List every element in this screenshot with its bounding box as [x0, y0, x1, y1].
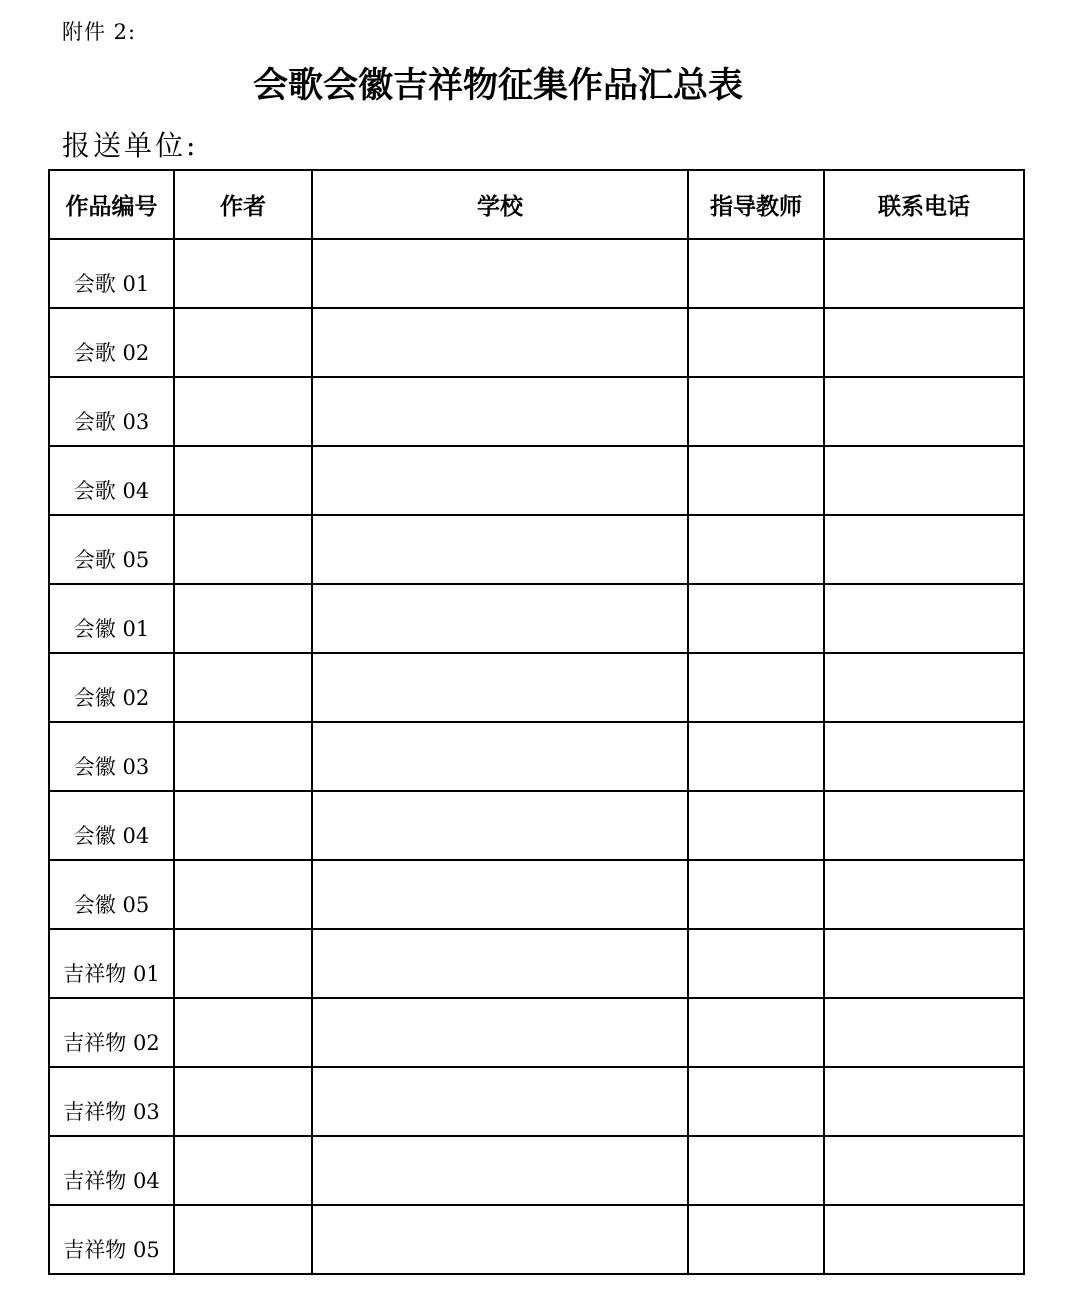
cell-school: [312, 308, 688, 377]
cell-school: [312, 1205, 688, 1274]
table-row: [49, 929, 1024, 998]
cell-phone: [824, 239, 1024, 308]
cell-school: [312, 860, 688, 929]
cell-author: [174, 1067, 312, 1136]
cell-instructor: [688, 377, 824, 446]
cell-phone: [824, 998, 1024, 1067]
table-row: [49, 239, 1024, 308]
table-row: [49, 722, 1024, 791]
cell-work-number: 会徽 02: [49, 653, 174, 722]
cell-author: [174, 722, 312, 791]
cell-work-number: 吉祥物 04: [49, 1136, 174, 1205]
cell-work-number: 吉祥物 05: [49, 1205, 174, 1274]
cell-work-number: 会徽 04: [49, 791, 174, 860]
cell-work-number: 会歌 04: [49, 446, 174, 515]
cell-instructor: [688, 653, 824, 722]
cell-instructor: [688, 584, 824, 653]
table-row: [49, 653, 1024, 722]
cell-phone: [824, 308, 1024, 377]
cell-work-number: 吉祥物 02: [49, 998, 174, 1067]
cell-phone: [824, 929, 1024, 998]
cell-school: [312, 653, 688, 722]
header-phone: 联系电话: [824, 170, 1024, 239]
header-school: 学校: [312, 170, 688, 239]
cell-author: [174, 308, 312, 377]
cell-work-number: 会徽 03: [49, 722, 174, 791]
cell-phone: [824, 377, 1024, 446]
header-author: 作者: [174, 170, 312, 239]
cell-work-number: 吉祥物 03: [49, 1067, 174, 1136]
cell-author: [174, 998, 312, 1067]
cell-instructor: [688, 1136, 824, 1205]
cell-instructor: [688, 515, 824, 584]
cell-phone: [824, 722, 1024, 791]
cell-instructor: [688, 998, 824, 1067]
submission-summary-table: [48, 169, 1025, 1275]
cell-phone: [824, 515, 1024, 584]
cell-author: [174, 653, 312, 722]
cell-work-number: 会徽 01: [49, 584, 174, 653]
cell-phone: [824, 653, 1024, 722]
table-row: [49, 791, 1024, 860]
cell-school: [312, 239, 688, 308]
cell-author: [174, 860, 312, 929]
cell-school: [312, 929, 688, 998]
table-row: [49, 446, 1024, 515]
cell-phone: [824, 1067, 1024, 1136]
cell-school: [312, 998, 688, 1067]
cell-work-number: 会歌 02: [49, 308, 174, 377]
table-row: [49, 308, 1024, 377]
cell-phone: [824, 791, 1024, 860]
cell-school: [312, 1136, 688, 1205]
cell-author: [174, 1205, 312, 1274]
attachment-label: 附件 2:: [62, 20, 137, 44]
cell-school: [312, 722, 688, 791]
cell-author: [174, 377, 312, 446]
cell-instructor: [688, 1205, 824, 1274]
cell-school: [312, 446, 688, 515]
cell-work-number: 会歌 03: [49, 377, 174, 446]
cell-author: [174, 929, 312, 998]
document-title: 会歌会徽吉祥物征集作品汇总表: [252, 65, 743, 106]
cell-school: [312, 377, 688, 446]
cell-author: [174, 791, 312, 860]
cell-work-number: 会徽 05: [49, 860, 174, 929]
cell-school: [312, 1067, 688, 1136]
cell-author: [174, 239, 312, 308]
cell-school: [312, 515, 688, 584]
cell-phone: [824, 584, 1024, 653]
cell-instructor: [688, 929, 824, 998]
table-row: [49, 1136, 1024, 1205]
cell-school: [312, 584, 688, 653]
cell-instructor: [688, 860, 824, 929]
table-header-row: [49, 170, 1024, 239]
table-body: [49, 239, 1024, 1274]
cell-work-number: 会歌 01: [49, 239, 174, 308]
table-row: [49, 1067, 1024, 1136]
cell-phone: [824, 1136, 1024, 1205]
cell-instructor: [688, 239, 824, 308]
table-row: [49, 515, 1024, 584]
table-row: [49, 377, 1024, 446]
cell-work-number: 吉祥物 01: [49, 929, 174, 998]
cell-instructor: [688, 446, 824, 515]
cell-instructor: [688, 308, 824, 377]
table-row: [49, 584, 1024, 653]
cell-author: [174, 1136, 312, 1205]
table-row: [49, 860, 1024, 929]
cell-work-number: 会歌 05: [49, 515, 174, 584]
header-instructor: 指导教师: [688, 170, 824, 239]
cell-author: [174, 446, 312, 515]
cell-instructor: [688, 1067, 824, 1136]
header-work-number: 作品编号: [49, 170, 174, 239]
table-row: [49, 1205, 1024, 1274]
cell-instructor: [688, 791, 824, 860]
submit-unit-label: 报送单位:: [62, 129, 199, 162]
cell-instructor: [688, 722, 824, 791]
cell-phone: [824, 446, 1024, 515]
cell-phone: [824, 1205, 1024, 1274]
cell-school: [312, 791, 688, 860]
table-row: [49, 998, 1024, 1067]
cell-author: [174, 584, 312, 653]
cell-phone: [824, 860, 1024, 929]
cell-author: [174, 515, 312, 584]
